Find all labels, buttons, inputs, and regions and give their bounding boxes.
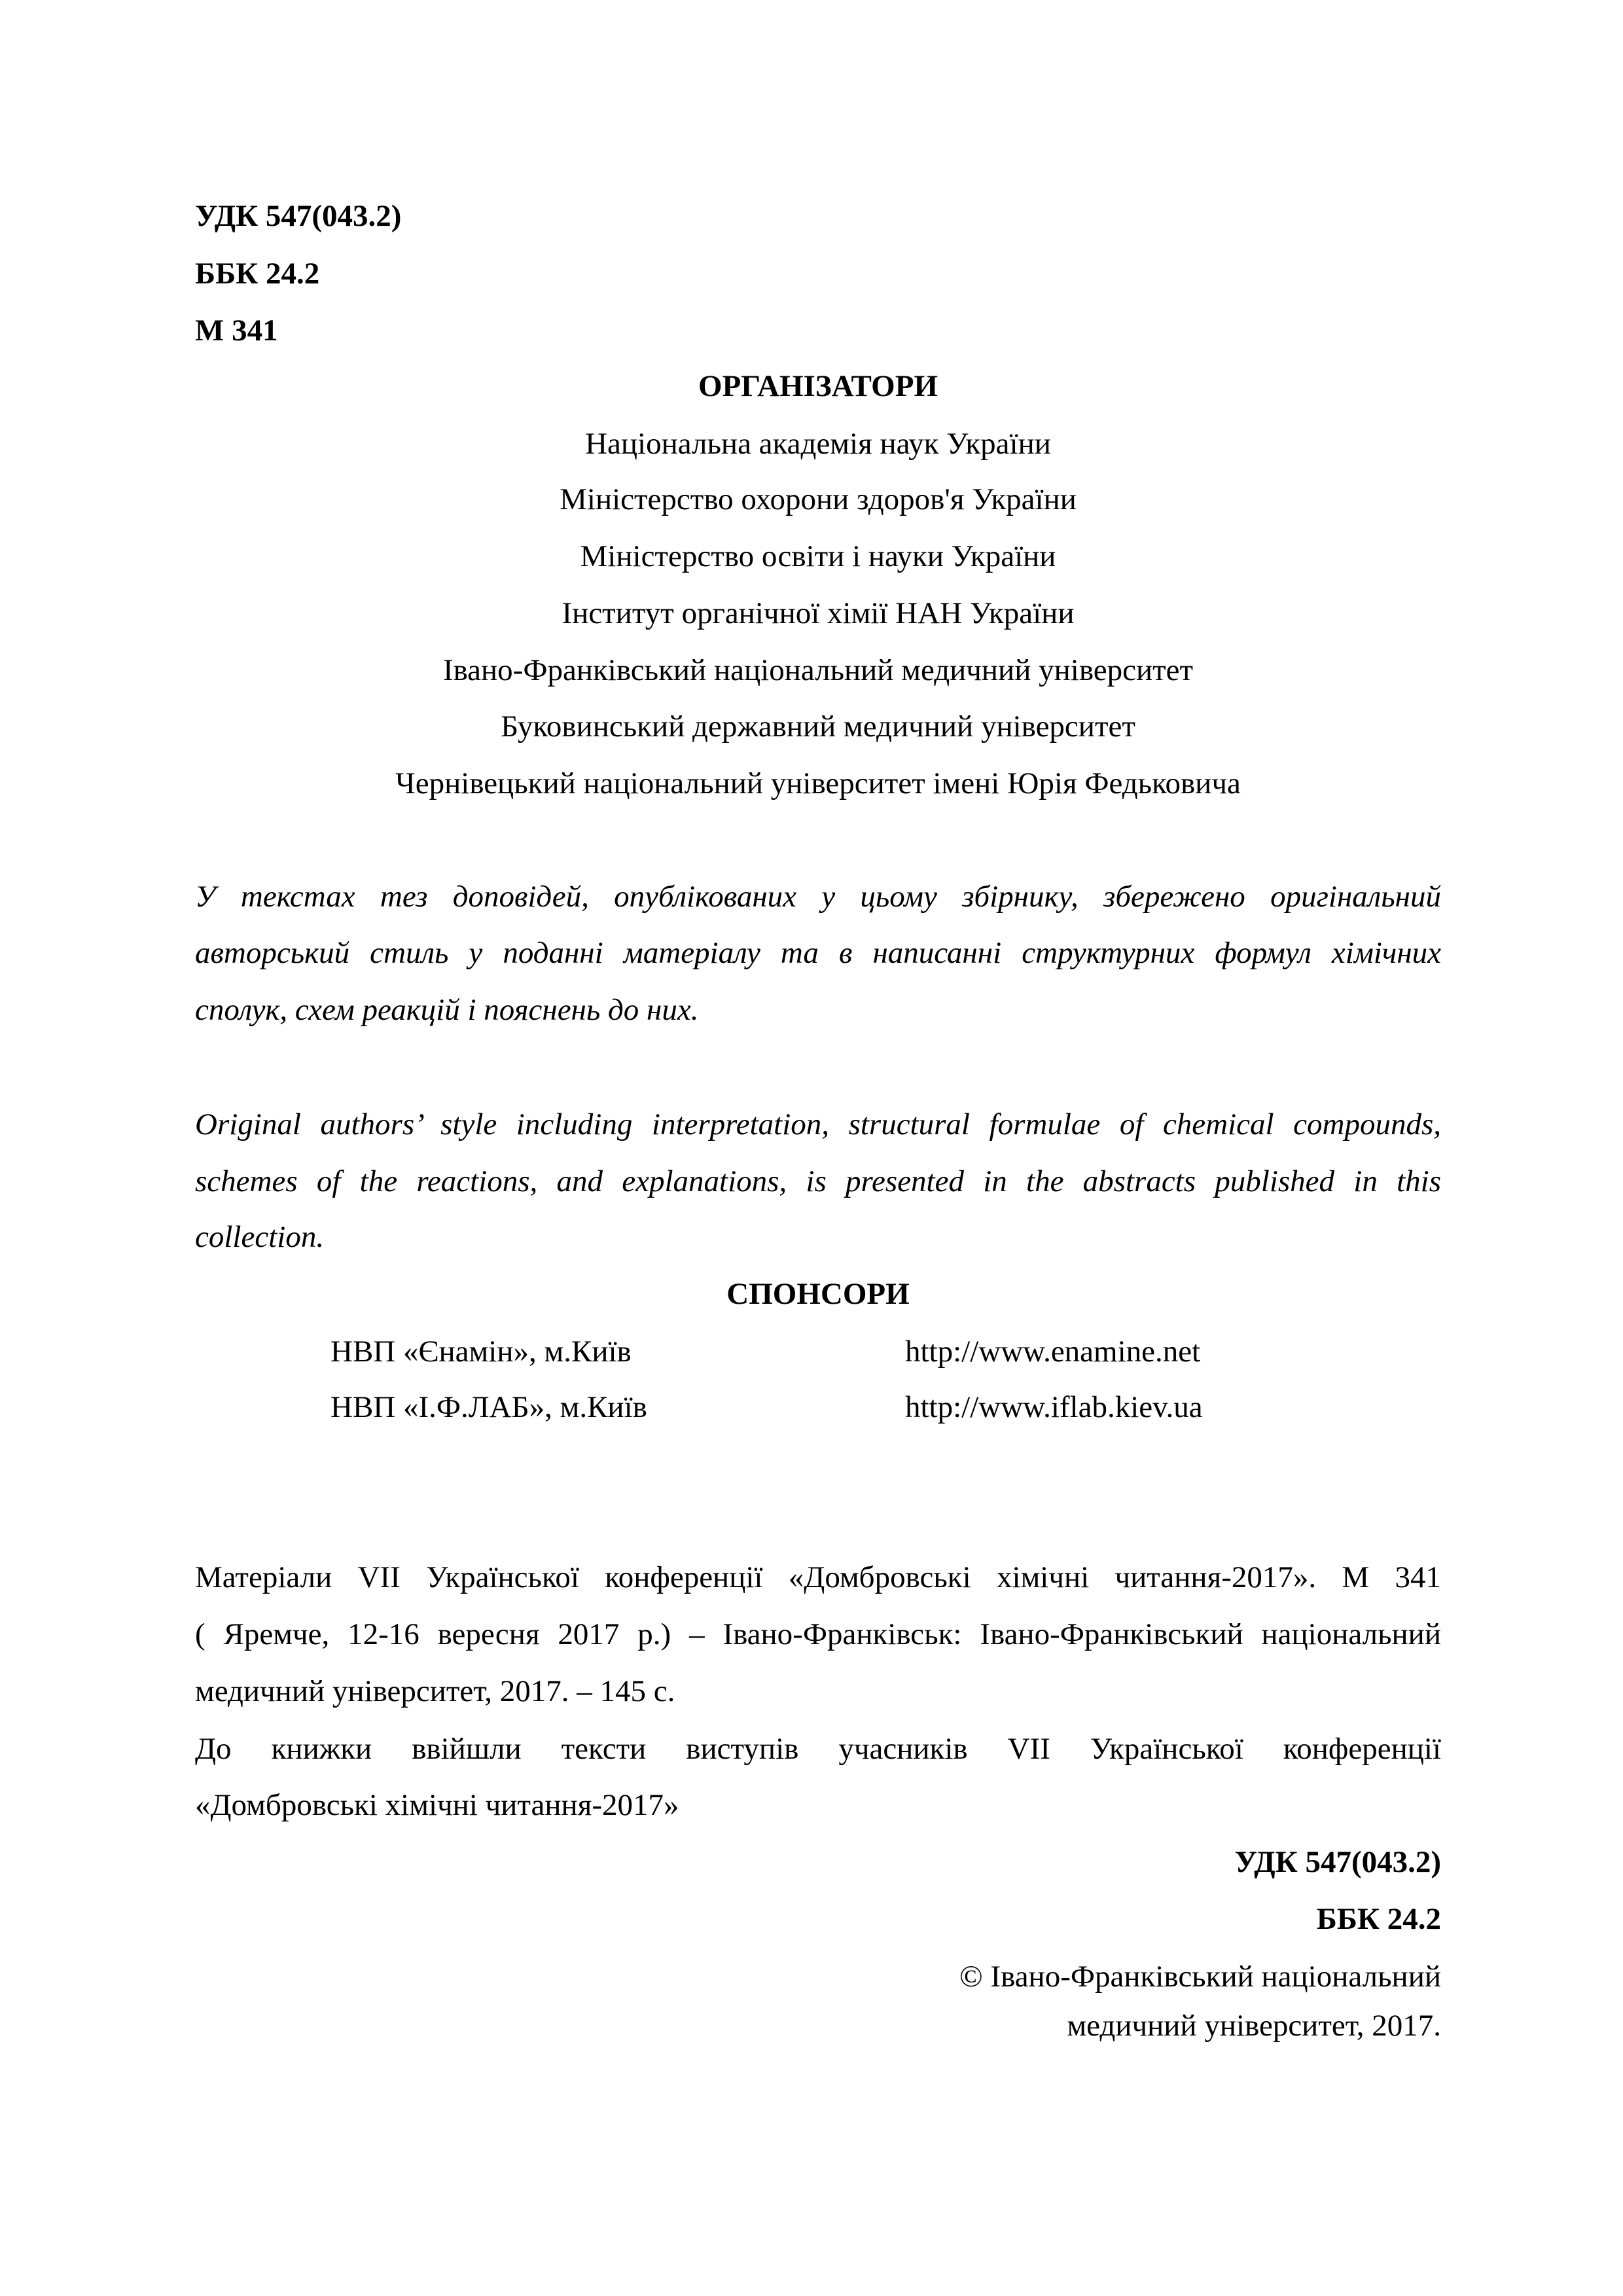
sponsor-url[interactable]: http://www.iflab.kiev.ua [905, 1390, 1203, 1424]
copyright-line: медичний університет, 2017. [1067, 2009, 1441, 2043]
bibliography-line: ( Яремче, 12-16 вересня 2017 р.) – Івано-Франківськ: Івано-Франківський національний [195, 1617, 1441, 1651]
bibliography-line: «Домбровські хімічні читання-2017» [195, 1788, 679, 1822]
organizer-item: Національна академія наук України [585, 427, 1051, 461]
bbk-code: ББК 24.2 [195, 257, 320, 291]
organizer-item: Міністерство охорони здоров'я України [560, 482, 1077, 516]
notice-uk-line: сполук, схем реакцій і пояснень до них. [195, 993, 699, 1027]
notice-en-line: collection. [195, 1220, 325, 1254]
organizer-item: Івано-Франківський національний медичний університет [442, 653, 1194, 687]
notice-uk-line: авторський стиль у поданні матеріалу та в написанні структурних формул хімічних [195, 936, 1441, 970]
notice-en-line: schemes of the reactions, and explanations, is presented in the abstracts published in this [195, 1164, 1441, 1198]
footer-udk-code: УДК 547(043.2) [1234, 1845, 1441, 1879]
organizer-item: Чернівецький національний університет імені Юрія Федьковича [395, 766, 1241, 800]
organizers-heading: ОРГАНІЗАТОРИ [698, 369, 938, 403]
sponsor-url[interactable]: http://www.enamine.net [905, 1335, 1201, 1369]
bibliography-line: Матеріали VII Української конференції «Домбровські хімічні читання-2017». М 341 [195, 1560, 1441, 1594]
author-code: М 341 [195, 314, 278, 348]
sponsors-heading: СПОНСОРИ [726, 1277, 910, 1311]
bibliography-line: До книжки ввійшли тексти виступів учасників VII Української конференції [195, 1732, 1441, 1766]
notice-uk-line: У текстах тез доповідей, опублікованих у цьому збірнику, збережено оригінальний [195, 880, 1441, 914]
sponsor-name: НВП «І.Ф.ЛАБ», м.Київ [330, 1390, 647, 1424]
organizer-item: Інститут органічної хімії НАН України [562, 596, 1075, 630]
notice-en-line: Original authors’ style including interpretation, structural formulae of chemical compounds, [195, 1107, 1441, 1141]
organizer-item: Буковинський державний медичний університет [501, 709, 1135, 744]
organizer-item: Міністерство освіти і науки України [580, 539, 1056, 573]
copyright-line: © Івано-Франківський національний [959, 1960, 1441, 1994]
sponsor-name: НВП «Єнамін», м.Київ [330, 1335, 632, 1369]
footer-bbk-code: ББК 24.2 [1316, 1902, 1441, 1936]
bibliography-line: медичний університет, 2017. – 145 с. [195, 1674, 675, 1708]
udk-code: УДК 547(043.2) [195, 199, 402, 233]
